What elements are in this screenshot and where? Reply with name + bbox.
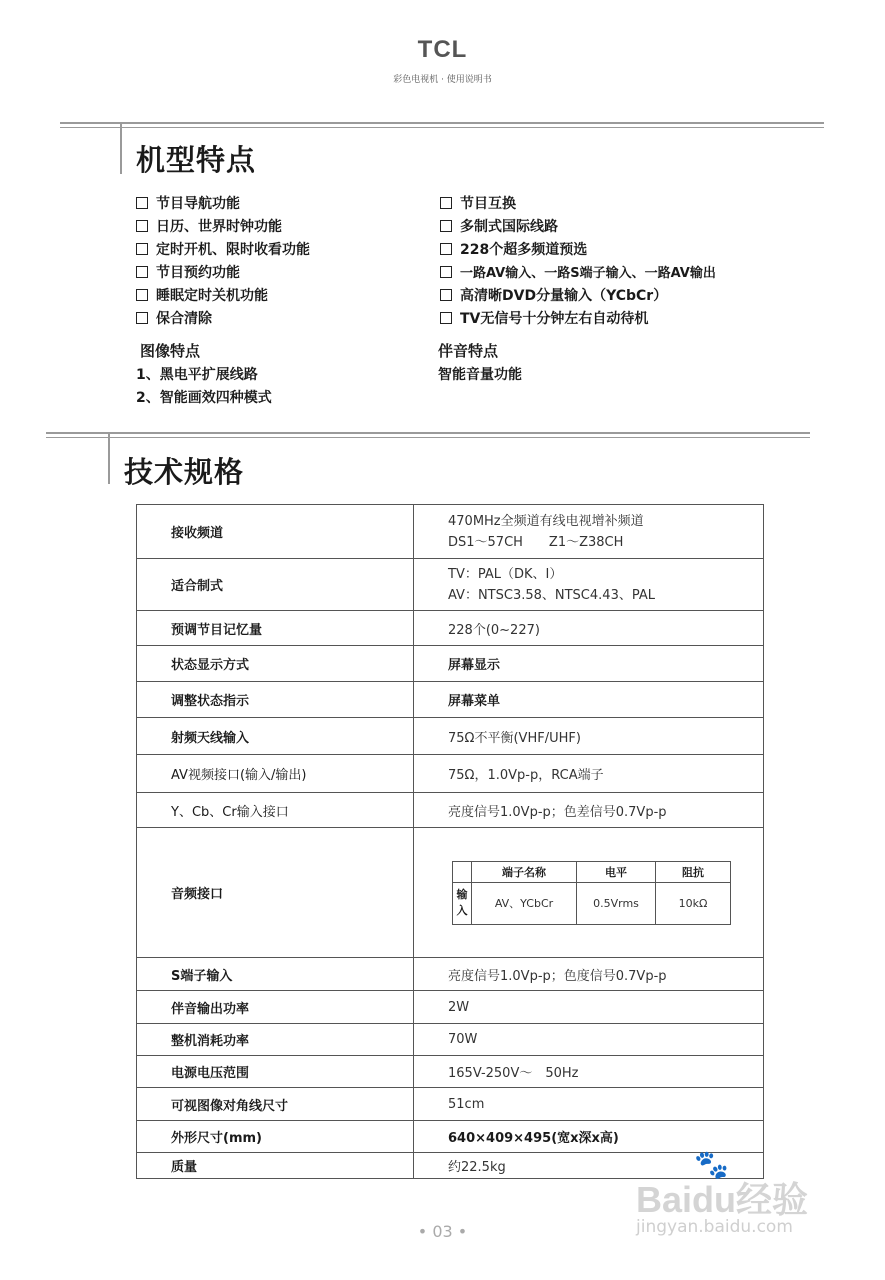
spec-value: 约22.5kg: [414, 1153, 764, 1179]
spec-value-text: 屏幕菜单: [448, 694, 501, 709]
table-row: [137, 611, 764, 646]
spec-label: S端子输入: [137, 958, 414, 991]
feature-item: 日历、世界时钟功能: [136, 216, 282, 236]
spec-value-line: 470MHz全频道有线电视增补频道: [448, 513, 644, 529]
spec-label: 可视图像对角线尺寸: [137, 1088, 414, 1121]
section-rule-specs: [46, 432, 810, 434]
feature-item: 多制式国际线路: [440, 216, 558, 236]
feature-item: 保合清除: [136, 308, 212, 328]
feature-item: 节目互换: [440, 193, 516, 213]
checkbox-icon: [136, 197, 148, 209]
checkbox-icon: [440, 243, 452, 255]
feature-item: 228个超多频道预选: [440, 239, 587, 259]
section-vbar: [108, 434, 110, 484]
spec-label: 音频接口: [137, 828, 414, 958]
table-row: [137, 682, 764, 718]
spec-value: [414, 646, 764, 682]
spec-value-text: 屏幕显示: [448, 658, 501, 673]
feature-item: 睡眠定时关机功能: [136, 285, 268, 305]
spec-value-line: AV：NTSC3.58、NTSC4.43、PAL: [448, 587, 655, 603]
spec-value-text: 640×409×495(宽x深x高): [448, 1131, 619, 1146]
checkbox-icon: [440, 266, 452, 278]
watermark-brand: Baidu经验: [636, 1179, 809, 1220]
table-row: [137, 559, 764, 611]
section-rule-top: [60, 122, 824, 124]
spec-label: 电源电压范围: [137, 1056, 414, 1088]
audio-header: 电平: [577, 861, 656, 882]
spec-value: 亮度信号1.0Vp-p；色差信号0.7Vp-p: [414, 793, 764, 828]
section-rule-specs-thin: [46, 437, 810, 438]
spec-value: 228个(0~227): [414, 611, 764, 646]
sound-feature-item: 智能音量功能: [438, 367, 522, 383]
feature-item: 节目预约功能: [136, 262, 240, 282]
spec-label: 状态显示方式: [137, 646, 414, 682]
spec-value: 亮度信号1.0Vp-p；色度信号0.7Vp-p: [414, 958, 764, 991]
spec-value: 75Ω不平衡(VHF/UHF): [414, 718, 764, 755]
feature-item: 节目导航功能: [136, 193, 240, 213]
table-row: [137, 793, 764, 828]
spec-value: 51cm: [414, 1088, 764, 1121]
page-number: • 03 •: [417, 1222, 468, 1241]
checkbox-icon: [440, 197, 452, 209]
spec-label: 接收频道: [137, 505, 414, 559]
table-row: [137, 958, 764, 991]
feature-item: 一路AV输入、一路S端子输入、一路AV输出: [440, 262, 716, 281]
table-row: [137, 1024, 764, 1056]
section-vbar: [120, 124, 122, 174]
spec-value: [414, 559, 764, 611]
table-row: [137, 991, 764, 1024]
table-row: [137, 646, 764, 682]
spec-value: 70W: [414, 1024, 764, 1056]
spec-table: [136, 504, 764, 1179]
image-feature-item: 2、智能画效四种模式: [136, 390, 272, 406]
sound-features-title: 伴音特点: [438, 342, 499, 360]
table-row: [137, 1088, 764, 1121]
spec-value: 165V-250V～ 50Hz: [414, 1056, 764, 1088]
audio-table-header-row: [453, 861, 731, 882]
audio-interface-table: [452, 861, 731, 925]
checkbox-icon: [136, 266, 148, 278]
table-row: [137, 755, 764, 793]
audio-side-label: 输入: [453, 882, 472, 924]
spec-value-line: DS1～57CH Z1～Z38CH: [448, 534, 624, 550]
spec-label: 整机消耗功率: [137, 1024, 414, 1056]
brand-logo: TCL: [417, 36, 468, 63]
feature-item: 定时开机、限时收看功能: [136, 239, 310, 259]
checkbox-icon: [136, 289, 148, 301]
specs-title: 技术规格: [124, 455, 245, 489]
section-rule-top-thin: [60, 127, 824, 128]
spec-label: 预调节目记忆量: [137, 611, 414, 646]
spec-label: AV视频接口(输入/输出): [137, 755, 414, 793]
spec-value-line: TV：PAL（DK、I）: [448, 566, 563, 582]
table-row: [137, 1056, 764, 1088]
features-title: 机型特点: [136, 143, 257, 177]
spec-label: 射频天线输入: [137, 718, 414, 755]
audio-cell: 10kΩ: [656, 882, 731, 924]
spec-label: 适合制式: [137, 559, 414, 611]
audio-cell: AV、YCbCr: [472, 882, 577, 924]
feature-item: TV无信号十分钟左右自动待机: [440, 308, 648, 328]
audio-header: 端子名称: [472, 861, 577, 882]
spec-value: [414, 828, 764, 958]
image-features-title: 图像特点: [140, 342, 201, 360]
checkbox-icon: [136, 312, 148, 324]
audio-header: 阻抗: [656, 861, 731, 882]
spec-label: 质量: [137, 1153, 414, 1179]
spec-value: 75Ω，1.0Vp-p，RCA端子: [414, 755, 764, 793]
header-subtitle: 彩色电视机 · 使用说明书: [393, 75, 492, 85]
spec-label: 外形尺寸(mm): [137, 1121, 414, 1153]
table-row: [137, 718, 764, 755]
spec-label: Y、Cb、Cr输入接口: [137, 793, 414, 828]
spec-value: [414, 682, 764, 718]
audio-cell: 0.5Vrms: [577, 882, 656, 924]
spec-label: 伴音输出功率: [137, 991, 414, 1024]
paw-icon: 🐾: [694, 1148, 729, 1181]
feature-item: 高清晰DVD分量输入（YCbCr）: [440, 285, 667, 305]
watermark-url: jingyan.baidu.com: [636, 1217, 793, 1237]
table-row: [137, 828, 764, 958]
checkbox-icon: [440, 289, 452, 301]
audio-table-corner: [453, 861, 472, 882]
spec-value: 2W: [414, 991, 764, 1024]
table-row: [137, 505, 764, 559]
spec-value: [414, 505, 764, 559]
checkbox-icon: [136, 243, 148, 255]
checkbox-icon: [440, 312, 452, 324]
audio-table-row: [453, 882, 731, 924]
spec-label: 调整状态指示: [137, 682, 414, 718]
checkbox-icon: [440, 220, 452, 232]
checkbox-icon: [136, 220, 148, 232]
table-row: [137, 1121, 764, 1153]
image-feature-item: 1、黑电平扩展线路: [136, 367, 258, 383]
